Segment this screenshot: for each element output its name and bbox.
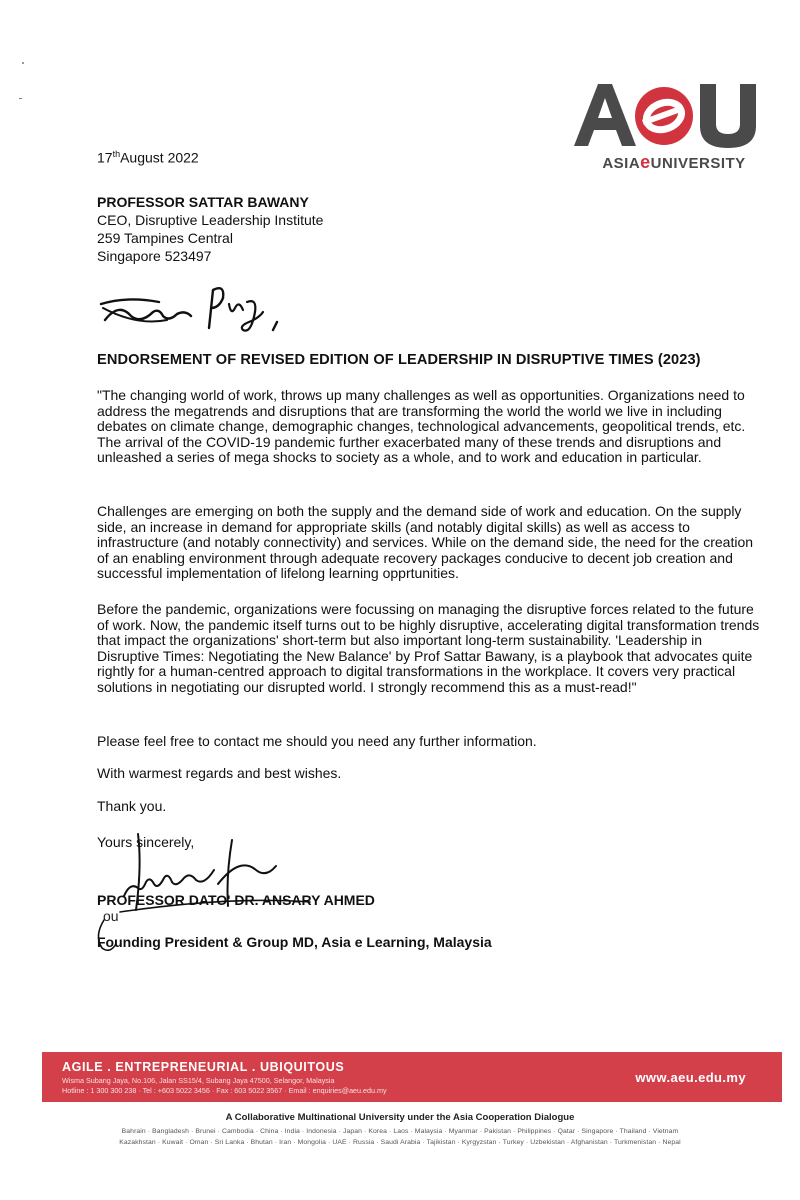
signer-name: PROFESSOR DATO' DR. ANSARY AHMED [97,892,375,908]
handwritten-salutation [97,282,297,347]
letter-date: 17thAugust 2022 [97,149,199,166]
member-countries-line: Kazakhstan · Kuwait · Oman · Sri Lanka · Bhutan · Iran · Mongolia · UAE · Russia · Saudi Arabia · Tajikistan · Kyrgyzstan · Turkey · Uzbekistan · Afghanistan · Turkmenistan · Nepal [119,1139,681,1146]
recipient-name: PROFESSOR SATTAR BAWANY [97,194,309,210]
regards-line: With warmest regards and best wishes. [97,765,342,781]
footer-band [42,1052,782,1102]
aeu-logo [572,80,772,172]
scan-speck [22,62,24,64]
recipient-line: Singapore 523497 [97,248,212,264]
aeu-logo-mark [572,80,772,150]
footer-website: www.aeu.edu.my [635,1070,746,1085]
body-paragraph: "The changing world of work, throws up many challenges as well as opportunities. Organizations need to address the megatrends and disruptions that are transforming the world the world we live in including debates on climate change, demographic changes, technological advancements, geopolitical trends, etc. The arrival of the COVID-19 pandemic further exacerbated many of these trends and disruptions and unleashed a series of mega shocks to society as a whole, and to work and education in particular. [97,387,746,465]
recipient-address [97,193,323,265]
member-countries-line: Bahrain · Bangladesh · Brunei · Cambodia · China · India · Indonesia · Japan · Korea · Laos · Malaysia · Myanmar · Pakistan · Philippines · Qatar · Singapore · Thailand · Vietnam [121,1128,679,1135]
footer-address-line: Wisma Subang Jaya, No.106, Jalan SS15/4, Subang Jaya 47500, Selangor, Malaysia [62,1076,335,1085]
signer-title: Founding President & Group MD, Asia e Learning, Malaysia [97,934,492,950]
footer-address [62,1076,387,1096]
collaboration-statement: A Collaborative Multinational University under the Asia Cooperation Dialogue [225,1112,575,1123]
signer-initials: ou [103,908,119,924]
body-paragraph: Before the pandemic, organizations were focussing on managing the disruptive forces related to the future of work. Now, the pandemic itself turns out to be highly disruptive, accelerating digital transformation trends that impact the organizations' short-term but also important long-term sustainability. 'Leadership in Disruptive Times: Negotiating the New Balance' by Prof Sattar Bawany, is a playbook that advocates quite rightly for a human-centred approach to digital transformations in the workplace. It covers very practical solutions in negotiating our disrupted world. I strongly recommend this as a must-read!" [97,601,760,695]
contact-sentence: Please feel free to contact me should you need any further information. [97,733,537,749]
letter-subject: ENDORSEMENT OF REVISED EDITION OF LEADERSHIP IN DISRUPTIVE TIMES (2023) [97,352,701,368]
scan-speck [19,98,22,99]
logo-caption: ASIAeUNIVERSITY [602,152,746,172]
footer-contact-line: Hotline : 1 300 300 238 · Tel : +603 5022 3456 · Fax : 603 5022 3567 · Email : enquiries@aeu.edu.my [62,1086,387,1095]
thank-you-line: Thank you. [97,798,167,814]
recipient-line: 259 Tampines Central [97,230,233,246]
footer-tagline: AGILE . ENTREPRENEURIAL . UBIQUITOUS [62,1060,345,1074]
closing-line: Yours sincerely, [97,834,195,850]
recipient-line: CEO, Disruptive Leadership Institute [97,212,324,228]
body-paragraph: Challenges are emerging on both the supply and the demand side of work and education. On the supply side, an increase in demand for appropriate skills (and notably digital skills) as well as access to infrastructure (and notably connectivity) and services. While on the demand side, the need for the creation of an enabling environment through adequate recovery packages conducive to decent job creation and successful implementation of lifelong learning opprtunities. [97,503,754,581]
